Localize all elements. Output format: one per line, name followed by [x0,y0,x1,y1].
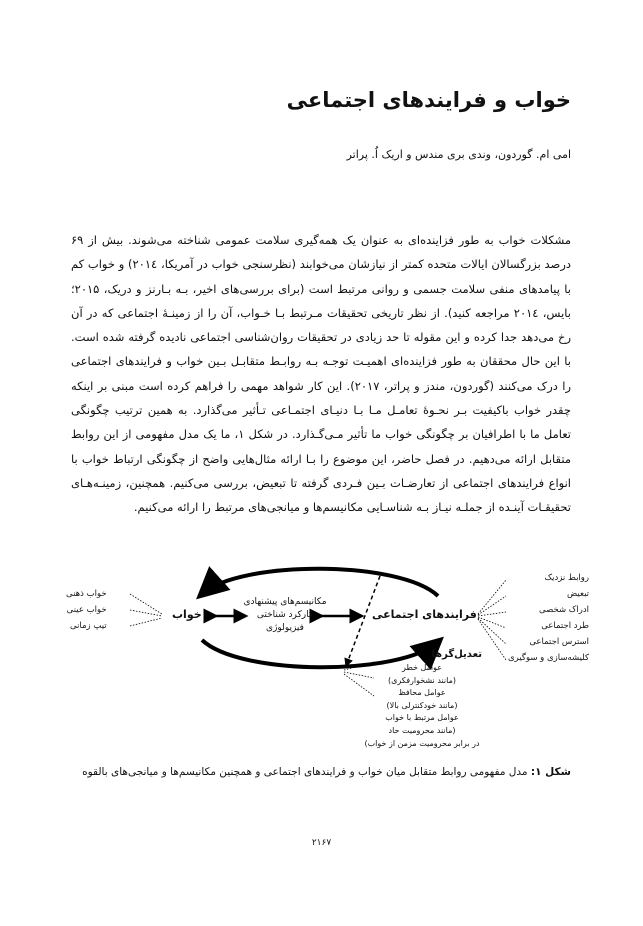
moderator-item: (مانند محرومیت حاد [388,725,456,735]
mechanisms-title: مکانیسم‌های پیشنهادی [243,597,327,607]
social-item: طرد اجتماعی [541,621,590,631]
caption-text: مدل مفهومی روابط متقابل میان خواب و فرایندهای اجتماعی و همچنین مکانیسم‌ها و میانجی‌های بالقوه [82,766,531,778]
social-items-list [508,570,589,666]
moderator-item: در برابر محرومیت مزمن از خواب) [364,738,480,748]
sleep-item: تیپ زمانی [69,621,107,631]
sleep-item: خواب عینی [66,605,107,615]
sleep-node: خواب [172,608,202,621]
moderator-item: عوامل محافظ [398,688,446,698]
sleep-item: خواب ذهنی [66,589,107,599]
page-number: ۲۱۶۷ [311,838,332,848]
social-processes-node: فرایندهای اجتماعی [372,608,477,621]
author-line: امی ام. گوردون، وندی بری مندس و اریک اُ. پراتر [346,148,571,161]
sleep-items-list [66,586,107,634]
moderator-item: عوامل مرتبط با خواب [385,713,459,723]
mechanism-item: کارکرد شناختی [256,610,314,620]
social-item: استرس اجتماعی [529,637,590,647]
top-curved-arrow [202,569,438,596]
social-item: ادراک شخصی [539,605,590,615]
mechanism-item: فیزیولوژی [266,623,304,633]
social-item: روابط نزدیک [544,573,590,583]
conceptual-model-figure [60,566,590,762]
mechanisms-box [238,596,332,635]
moderators-box [362,648,482,750]
caption-label: شکل ۱: [530,766,571,778]
moderator-item: (مانند خودکنترلی بالا) [386,700,458,710]
chapter-title: خواب و فرایندهای اجتماعی [286,88,571,112]
social-item-connectors [478,580,506,660]
moderators-title: تعدیل‌گرها [431,649,482,660]
sleep-item-connectors [130,594,162,626]
moderator-item: عوامل خطر [402,663,442,672]
social-item: تبعیض [567,589,590,599]
social-item: کلیشه‌سازی و سوگیری [508,653,590,663]
body-paragraph: مشکلات خواب به طور فزاینده‌ای به عنوان یک همه‌گیری سلامت عمومی شناخته می‌شوند. بیش از ۶۹ درصد بزرگسالان ایالات متحده کمتر از نیازشان می‌خوابند (نظرسنجی خواب در آمریکا، ۲۰۱٤) و خواب کم با پیامدهای منفی سلامت جسمی و روانی مرتبط است (برای بررسی‌های اخیر، بـه بـارنز و دریک، ۲۰۱۵؛ بایس، ۲۰۱٤ مراجعه کنید). از نظر تاریخی تحقیقات مـرتبط بـا خـواب، آن را از زمینـهٔ اجتماعی که در آن رخ می‌دهد جدا کرده و این مقوله تا حد زیادی در تحقیقات روان‌شناسی اجتماعی نادیده گرفته شده است. با این حال محققان به طور فزاینده‌ای اهمیـت توجـه بـه روابـط متقابـل بـین خواب و فرایندهای اجتماعی را درک می‌کنند (گوردون، مندز و پراتر، ۲۰۱۷). این کار شواهد مهمی را فراهم کرده است مبنی بر اینکه چقدر خواب باکیفیت بـر نحـوهٔ تعامـل مـا بـا دنیـای اجتمـاعی تـأثیر می‌گذارد. به همین ترتیب چگونگی تعامل ما با اطرافیان بر چگونگی خواب ما تأثیر مـی‌گـذارد. در شکل ۱، ما یک مدل مفهومی از این روابط متقابل ارائه می‌دهیم. در فصل حاضر، این موضوع را بـا ارائه مثال‌هایی واضح از چگونگی ارتباط خواب با انواع فرایندهای اجتماعی از تعارضـات بـین فـردی گرفته تا تبعیض، بررسی می‌کنیم. همچنین، زمینـه‌هـای تحقیقـات آینـده از جملـه نیـاز بـه شناسـایی مکانیسم‌ها و میانجی‌های مرتبط را ارائه می‌کنیم. [71,233,572,515]
moderator-item: (مانند نشخوارفکری) [387,675,456,685]
figure-caption [82,766,571,778]
